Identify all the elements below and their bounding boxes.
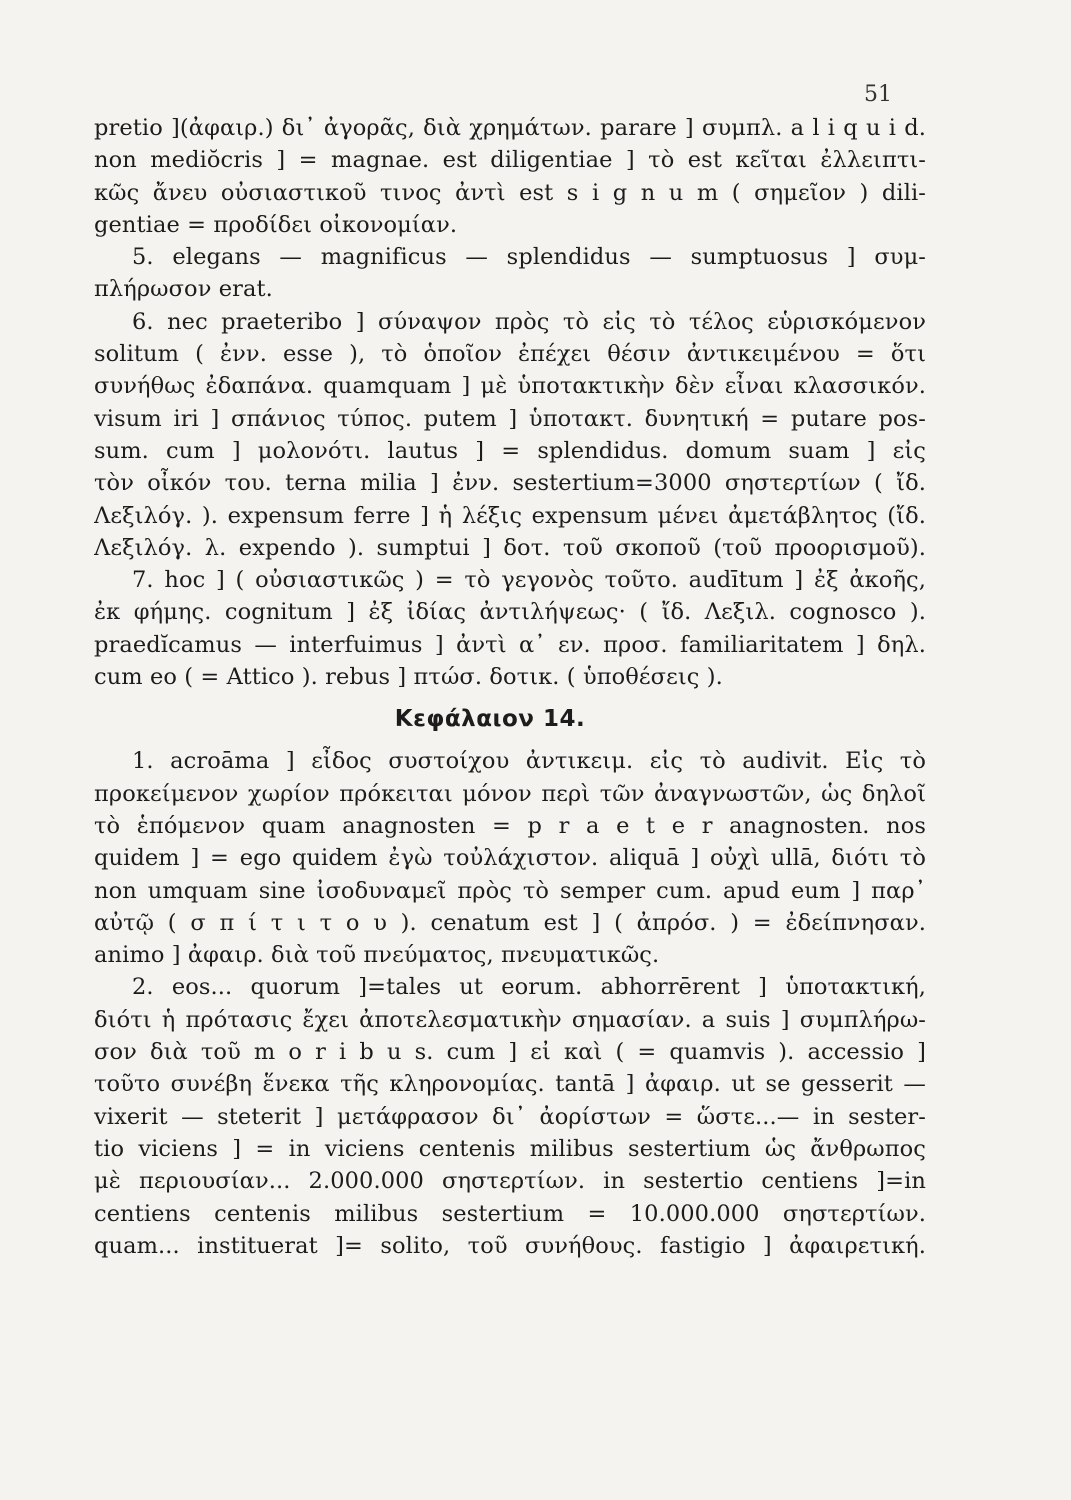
chapter-heading-row xyxy=(94,693,926,745)
text-line: gentiae = προδίδει οἰκονομίαν. xyxy=(94,211,458,238)
page-number: 51 xyxy=(864,82,892,107)
text-line: sum. cum ] μολονότι. lautus ] = splendidus. domum suam ] εἰς xyxy=(94,437,926,464)
text-line: non mediŏcris ] = magnae. est diligentiae ] τὸ est κεῖται ἐλλειπτι- xyxy=(94,147,926,174)
text-line: cum eo ( = Attico ). rebus ] πτώσ. δοτικ. ( ὑποθέσεις ). xyxy=(94,664,723,691)
text-line: quidem ] = ego quidem ἐγὼ τοὐλάχιστον. aliquā ] οὐχὶ ullā, διότι τὸ xyxy=(94,845,926,872)
text-line: quam... instituerat ]= solito, τοῦ συνήθους. fastigio ] ἀφαιρετική. xyxy=(94,1232,926,1259)
text-line: αὐτῷ ( σ π ί τ ι τ ο υ ). cenatum est ] ( ἀπρόσ. ) = ἐδείπνησαν. xyxy=(94,909,926,936)
text-line: 1. acroāma ] εἶδος συστοίχου ἀντικειμ. εἰς τὸ audivit. Εἰς τὸ xyxy=(132,748,926,775)
text-line: vixerit — steterit ] μετάφρασον δι᾽ ἀορίστων = ὥστε...— in sester- xyxy=(94,1103,926,1130)
text-line: προκείμενον χωρίον πρόκειται μόνον περὶ τῶν ἀναγνωστῶν, ὡς δηλοῖ xyxy=(94,780,926,807)
text-line: ἐκ φήμης. cognitum ] ἐξ ἰδίας ἀντιλήψεως· ( ἴδ. Λεξιλ. cognosco ). xyxy=(94,599,926,626)
text-line: 2. eos... quorum ]=tales ut eorum. abhorrērent ] ὑποτακτική, xyxy=(132,974,926,1001)
text-line: non umquam sine ἰσοδυναμεῖ πρὸς τὸ semper cum. apud eum ] παρ᾽ xyxy=(94,877,926,904)
text-line: τὸ ἑπόμενον quam anagnosten = p r a e t e r anagnosten. nos xyxy=(94,812,926,839)
text-line: σον διὰ τοῦ m o r i b u s. cum ] εἰ καὶ ( = quamvis ). accessio ] xyxy=(94,1039,926,1066)
text-line: διότι ἡ πρότασις ἔχει ἀποτελεσματικὴν σημασίαν. a suis ] συμπλήρω- xyxy=(94,1006,926,1033)
text-line: 7. hoc ] ( οὐσιαστικῶς ) = τὸ γεγονὸς τοῦτο. audītum ] ἐξ ἀκοῆς, xyxy=(132,567,926,594)
text-line: 5. elegans — magnificus — splendidus — sumptuosus ] συμ- xyxy=(132,244,926,271)
text-line: Λεξιλόγ. λ. expendo ). sumptui ] δοτ. τοῦ σκοποῦ (τοῦ προορισμοῦ). xyxy=(94,534,926,561)
text-line: πλήρωσον erat. xyxy=(94,276,273,303)
text-line: pretio ](ἀφαιρ.) δι᾽ ἀγορᾶς, διὰ χρημάτων. parare ] συμπλ. a l i q u i d. xyxy=(94,115,926,141)
text-line: Λεξιλόγ. ). expensum ferre ] ἡ λέξις expensum μένει ἀμετάβλητος (ἴδ. xyxy=(94,502,926,529)
text-line: 6. nec praeteribo ] σύναψον πρὸς τὸ εἰς τὸ τέλος εὑρισκόμενον xyxy=(132,308,926,335)
text-line: solitum ( ἐνν. esse ), τὸ ὁποῖον ἐπέχει θέσιν ἀντικειμένου = ὅτι xyxy=(94,341,926,368)
text-line: centiens centenis milibus sestertium = 10.000.000 σηστερτίων. xyxy=(94,1200,926,1227)
text-line: μὲ περιουσίαν... 2.000.000 σηστερτίων. in sestertio centiens ]=in xyxy=(94,1168,926,1195)
text-line: τὸν οἶκόν του. terna milia ] ἐνν. sestertium=3000 σηστερτίων ( ἴδ. xyxy=(94,470,926,497)
text-line: praedĭcamus — interfuimus ] ἀντὶ α᾽ εν. προσ. familiaritatem ] δηλ. xyxy=(94,631,926,658)
text-block xyxy=(94,112,926,1262)
text-line: τοῦτο συνέβη ἕνεκα τῆς κληρονομίας. tantā ] ἀφαιρ. ut se gesserit — xyxy=(94,1071,926,1098)
text-line: tio viciens ] = in viciens centenis milibus sestertium ὡς ἄνθρωπος xyxy=(94,1135,926,1162)
text-line: κῶς ἄνευ οὐσιαστικοῦ τινος ἀντὶ est s i g n u m ( σημεῖον ) dili- xyxy=(94,179,926,206)
chapter-heading: Κεφάλαιον 14. xyxy=(394,706,586,733)
text-line: visum iri ] σπάνιος τύπος. putem ] ὑποτακτ. δυνητική = putare pos- xyxy=(94,405,926,432)
text-line: animo ] ἀφαιρ. διὰ τοῦ πνεύματος, πνευματικῶς. xyxy=(94,942,660,969)
text-line: συνήθως ἐδαπάνα. quamquam ] μὲ ὑποτακτικὴν δὲν εἶναι κλασσικόν. xyxy=(94,373,926,400)
